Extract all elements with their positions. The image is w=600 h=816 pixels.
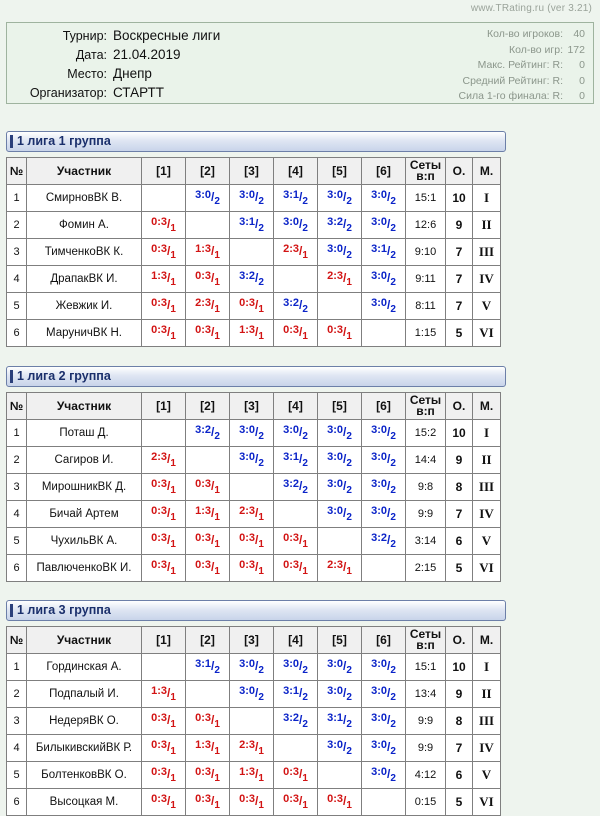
group-title-text: 1 лига 3 группа (17, 603, 111, 617)
row-number: 2 (7, 447, 27, 474)
value-final-strength: 0 (579, 90, 585, 102)
header-points: О. (446, 627, 473, 654)
header-place: М. (473, 158, 501, 185)
table-row (7, 681, 501, 708)
header-place: М. (473, 627, 501, 654)
match-result-cell[interactable]: 3:0/2 (318, 474, 362, 501)
tournament-info-right (367, 23, 593, 103)
match-result-cell[interactable]: 1:3/1 (230, 320, 274, 347)
final-place: V (473, 528, 501, 555)
match-result-cell[interactable]: 0:3/1 (186, 708, 230, 735)
sets-total: 9:8 (406, 474, 446, 501)
match-result-cell[interactable]: 0:3/1 (142, 789, 186, 816)
value-tournament: Воскресные лиги (113, 28, 221, 43)
label-avg-rating: Средний Рейтинг: R: (462, 74, 563, 87)
table-row (7, 185, 501, 212)
match-result-cell[interactable]: 3:0/2 (230, 185, 274, 212)
match-result-cell[interactable]: 3:0/2 (230, 654, 274, 681)
final-place: IV (473, 735, 501, 762)
info-row-date (15, 47, 367, 66)
match-result-cell[interactable]: 3:2/2 (274, 474, 318, 501)
match-result-cell[interactable]: 2:3/1 (274, 239, 318, 266)
header-opponent-1: [1] (142, 158, 186, 185)
table-header-row (7, 627, 501, 654)
header-opponent-2: [2] (186, 393, 230, 420)
match-result-cell[interactable]: 3:0/2 (274, 654, 318, 681)
points-total: 10 (446, 185, 473, 212)
match-result-cell[interactable]: 0:3/1 (142, 555, 186, 582)
match-result-cell[interactable]: 0:3/1 (230, 555, 274, 582)
match-result-cell[interactable]: 3:1/2 (274, 447, 318, 474)
player-name[interactable]: Жевжик И. (27, 293, 142, 320)
match-result-cell[interactable]: 0:3/1 (274, 762, 318, 789)
sets-total: 13:4 (406, 681, 446, 708)
sets-total: 0:15 (406, 789, 446, 816)
match-result-cell[interactable]: 0:3/1 (274, 789, 318, 816)
match-result-cell[interactable]: 3:0/2 (362, 447, 406, 474)
final-place: V (473, 762, 501, 789)
final-place: I (473, 185, 501, 212)
points-total: 5 (446, 789, 473, 816)
points-total: 9 (446, 681, 473, 708)
match-result-cell[interactable]: 3:0/2 (362, 185, 406, 212)
match-result-cell[interactable]: 3:0/2 (318, 735, 362, 762)
table-row (7, 501, 501, 528)
self-cell (230, 239, 274, 266)
final-place: I (473, 420, 501, 447)
player-name[interactable]: НедеряВК О. (27, 708, 142, 735)
table-row (7, 293, 501, 320)
stat-row-players (367, 28, 585, 44)
match-result-cell[interactable]: 1:3/1 (186, 501, 230, 528)
self-cell (274, 266, 318, 293)
header-points: О. (446, 393, 473, 420)
row-number: 1 (7, 654, 27, 681)
header-number: № (7, 627, 27, 654)
match-result-cell[interactable]: 3:0/2 (230, 681, 274, 708)
table-row (7, 266, 501, 293)
match-result-cell[interactable]: 3:1/2 (318, 708, 362, 735)
final-place: I (473, 654, 501, 681)
sets-total: 1:15 (406, 320, 446, 347)
group-title-2 (6, 366, 506, 387)
sets-total: 15:1 (406, 654, 446, 681)
player-name[interactable]: МирошникВК Д. (27, 474, 142, 501)
value-date: 21.04.2019 (113, 47, 181, 62)
header-opponent-3: [3] (230, 158, 274, 185)
stat-row-max-rating (367, 59, 585, 75)
match-result-cell[interactable]: 3:2/2 (318, 212, 362, 239)
stat-row-games (367, 44, 585, 60)
final-place: III (473, 708, 501, 735)
header-number: № (7, 158, 27, 185)
match-result-cell[interactable]: 0:3/1 (230, 293, 274, 320)
points-total: 8 (446, 708, 473, 735)
final-place: II (473, 681, 501, 708)
match-result-cell[interactable]: 3:0/2 (362, 266, 406, 293)
label-tournament: Турнир: (62, 29, 107, 43)
group-title-1 (6, 131, 506, 152)
points-total: 7 (446, 293, 473, 320)
table-row (7, 735, 501, 762)
self-cell (318, 762, 362, 789)
header-opponent-1: [1] (142, 393, 186, 420)
match-result-cell[interactable]: 3:2/2 (274, 293, 318, 320)
points-total: 7 (446, 501, 473, 528)
match-result-cell[interactable]: 0:3/1 (186, 555, 230, 582)
table-header-row (7, 158, 501, 185)
match-result-cell[interactable]: 3:0/2 (362, 681, 406, 708)
points-total: 8 (446, 474, 473, 501)
match-result-cell[interactable]: 0:3/1 (274, 320, 318, 347)
match-result-cell[interactable]: 3:1/2 (186, 654, 230, 681)
match-result-cell[interactable]: 3:0/2 (274, 212, 318, 239)
header-participant: Участник (27, 158, 142, 185)
points-total: 10 (446, 420, 473, 447)
sets-total: 9:10 (406, 239, 446, 266)
self-cell (142, 420, 186, 447)
match-result-cell[interactable]: 3:0/2 (362, 420, 406, 447)
sets-total: 3:14 (406, 528, 446, 555)
header-participant: Участник (27, 627, 142, 654)
match-result-cell[interactable]: 0:3/1 (142, 293, 186, 320)
value-organizer: СТАРТТ (113, 85, 164, 100)
player-name[interactable]: МаруничВК Н. (27, 320, 142, 347)
header-opponent-4: [4] (274, 393, 318, 420)
points-total: 7 (446, 239, 473, 266)
header-opponent-2: [2] (186, 158, 230, 185)
site-watermark: www.TRating.ru (ver 3.21) (470, 3, 592, 14)
final-place: IV (473, 501, 501, 528)
match-result-cell[interactable]: 3:1/2 (362, 239, 406, 266)
header-sets: Сеты в:п (406, 627, 446, 654)
player-name[interactable]: ПавлюченкоВК И. (27, 555, 142, 582)
header-opponent-1: [1] (142, 627, 186, 654)
final-place: II (473, 447, 501, 474)
match-result-cell[interactable]: 3:0/2 (362, 212, 406, 239)
header-points: О. (446, 158, 473, 185)
points-total: 7 (446, 266, 473, 293)
match-result-cell[interactable]: 0:3/1 (142, 735, 186, 762)
points-total: 9 (446, 447, 473, 474)
match-result-cell[interactable]: 3:1/2 (274, 681, 318, 708)
row-number: 3 (7, 474, 27, 501)
match-result-cell[interactable]: 3:0/2 (362, 735, 406, 762)
player-name[interactable]: Сагиров И. (27, 447, 142, 474)
label-games-count: Кол-во игр: (508, 43, 563, 56)
final-place: III (473, 239, 501, 266)
match-result-cell[interactable]: 0:3/1 (186, 789, 230, 816)
points-total: 5 (446, 320, 473, 347)
self-cell (318, 293, 362, 320)
final-place: VI (473, 555, 501, 582)
match-result-cell[interactable]: 3:1/2 (274, 185, 318, 212)
header-opponent-6: [6] (362, 627, 406, 654)
label-organizer: Организатор: (29, 86, 107, 100)
self-cell (186, 212, 230, 239)
match-result-cell[interactable]: 1:3/1 (142, 681, 186, 708)
self-cell (318, 528, 362, 555)
match-result-cell[interactable]: 2:3/1 (318, 266, 362, 293)
self-cell (362, 320, 406, 347)
player-name[interactable]: Гординская А. (27, 654, 142, 681)
player-name[interactable]: Бичай Артем (27, 501, 142, 528)
match-result-cell[interactable]: 2:3/1 (318, 555, 362, 582)
match-result-cell[interactable]: 1:3/1 (186, 239, 230, 266)
player-name[interactable]: Фомин А. (27, 212, 142, 239)
table-row (7, 789, 501, 816)
table-row (7, 239, 501, 266)
match-result-cell[interactable]: 3:0/2 (318, 681, 362, 708)
match-result-cell[interactable]: 0:3/1 (142, 320, 186, 347)
header-place: М. (473, 393, 501, 420)
match-result-cell[interactable]: 3:0/2 (230, 420, 274, 447)
value-players-count: 40 (573, 28, 585, 40)
match-result-cell[interactable]: 3:0/2 (318, 420, 362, 447)
header-opponent-4: [4] (274, 158, 318, 185)
match-result-cell[interactable]: 3:0/2 (362, 293, 406, 320)
points-total: 6 (446, 528, 473, 555)
table-row (7, 708, 501, 735)
header-opponent-4: [4] (274, 627, 318, 654)
info-row-place (15, 66, 367, 85)
match-result-cell[interactable]: 0:3/1 (318, 320, 362, 347)
match-result-cell[interactable]: 3:1/2 (230, 212, 274, 239)
table-row (7, 447, 501, 474)
player-name[interactable]: ТимченкоВК К. (27, 239, 142, 266)
match-result-cell[interactable]: 0:3/1 (142, 212, 186, 239)
table-row (7, 654, 501, 681)
row-number: 6 (7, 555, 27, 582)
row-number: 6 (7, 320, 27, 347)
header-opponent-2: [2] (186, 627, 230, 654)
points-total: 10 (446, 654, 473, 681)
match-result-cell[interactable]: 0:3/1 (186, 474, 230, 501)
table-row (7, 212, 501, 239)
group-title-3 (6, 600, 506, 621)
self-cell (230, 474, 274, 501)
match-result-cell[interactable]: 3:2/2 (230, 266, 274, 293)
row-number: 4 (7, 501, 27, 528)
match-result-cell[interactable]: 3:0/2 (274, 420, 318, 447)
match-result-cell[interactable]: 0:3/1 (186, 762, 230, 789)
table-row (7, 762, 501, 789)
group-table-1 (6, 157, 501, 347)
self-cell (362, 555, 406, 582)
sets-total: 9:9 (406, 501, 446, 528)
points-total: 9 (446, 212, 473, 239)
match-result-cell[interactable]: 3:0/2 (362, 474, 406, 501)
match-result-cell[interactable]: 0:3/1 (230, 789, 274, 816)
header-opponent-5: [5] (318, 393, 362, 420)
row-number: 6 (7, 789, 27, 816)
sets-total: 9:9 (406, 708, 446, 735)
points-total: 7 (446, 735, 473, 762)
row-number: 5 (7, 762, 27, 789)
match-result-cell[interactable]: 3:2/2 (362, 528, 406, 555)
match-result-cell[interactable]: 0:3/1 (318, 789, 362, 816)
player-name[interactable]: Высоцкая М. (27, 789, 142, 816)
match-result-cell[interactable]: 3:0/2 (318, 239, 362, 266)
label-place: Место: (67, 67, 107, 81)
tournament-info-left (7, 23, 367, 103)
row-number: 5 (7, 293, 27, 320)
table-row (7, 474, 501, 501)
match-result-cell[interactable]: 0:3/1 (142, 528, 186, 555)
match-result-cell[interactable]: 3:2/2 (274, 708, 318, 735)
row-number: 1 (7, 420, 27, 447)
final-place: IV (473, 266, 501, 293)
player-name[interactable]: ДрапакВК И. (27, 266, 142, 293)
match-result-cell[interactable]: 0:3/1 (186, 528, 230, 555)
group-title-text: 1 лига 2 группа (17, 369, 111, 383)
self-cell (142, 654, 186, 681)
player-name[interactable]: Поташ Д. (27, 420, 142, 447)
match-result-cell[interactable]: 3:0/2 (318, 447, 362, 474)
label-date: Дата: (75, 48, 107, 62)
final-place: II (473, 212, 501, 239)
label-players-count: Кол-во игроков: (487, 28, 563, 40)
match-result-cell[interactable]: 3:0/2 (362, 501, 406, 528)
sets-total: 9:9 (406, 735, 446, 762)
match-result-cell[interactable]: 0:3/1 (142, 239, 186, 266)
row-number: 3 (7, 239, 27, 266)
match-result-cell[interactable]: 0:3/1 (274, 555, 318, 582)
stat-row-final-strength (367, 90, 585, 106)
info-row-tournament (15, 28, 367, 47)
player-name[interactable]: СмирновВК В. (27, 185, 142, 212)
row-number: 4 (7, 266, 27, 293)
match-result-cell[interactable]: 3:0/2 (318, 185, 362, 212)
sets-total: 2:15 (406, 555, 446, 582)
match-result-cell[interactable]: 2:3/1 (142, 447, 186, 474)
match-result-cell[interactable]: 3:0/2 (230, 447, 274, 474)
sets-total: 15:1 (406, 185, 446, 212)
value-place: Днепр (113, 66, 152, 81)
header-sets: Сеты в:п (406, 158, 446, 185)
match-result-cell[interactable]: 0:3/1 (186, 266, 230, 293)
table-row (7, 320, 501, 347)
table-header-row (7, 393, 501, 420)
row-number: 1 (7, 185, 27, 212)
info-row-organizer (15, 85, 367, 104)
match-result-cell[interactable]: 3:0/2 (362, 708, 406, 735)
row-number: 5 (7, 528, 27, 555)
group-title-text: 1 лига 1 группа (17, 134, 111, 148)
match-result-cell[interactable]: 0:3/1 (274, 528, 318, 555)
tournament-header (6, 22, 594, 104)
header-opponent-5: [5] (318, 627, 362, 654)
label-max-rating: Макс. Рейтинг: R: (477, 59, 563, 71)
match-result-cell[interactable]: 3:0/2 (186, 185, 230, 212)
sets-total: 8:11 (406, 293, 446, 320)
match-result-cell[interactable]: 1:3/1 (230, 762, 274, 789)
header-opponent-3: [3] (230, 393, 274, 420)
match-result-cell[interactable]: 2:3/1 (230, 501, 274, 528)
player-name[interactable]: Подпалый И. (27, 681, 142, 708)
match-result-cell[interactable]: 1:3/1 (186, 735, 230, 762)
match-result-cell[interactable]: 3:0/2 (318, 501, 362, 528)
self-cell (186, 447, 230, 474)
self-cell (274, 735, 318, 762)
row-number: 2 (7, 212, 27, 239)
match-result-cell[interactable]: 3:0/2 (362, 762, 406, 789)
final-place: VI (473, 320, 501, 347)
match-result-cell[interactable]: 0:3/1 (230, 528, 274, 555)
sets-total: 14:4 (406, 447, 446, 474)
self-cell (362, 789, 406, 816)
player-name[interactable]: БилыкивскийВК Р. (27, 735, 142, 762)
match-result-cell[interactable]: 3:0/2 (318, 654, 362, 681)
header-opponent-5: [5] (318, 158, 362, 185)
match-result-cell[interactable]: 0:3/1 (186, 320, 230, 347)
label-final-strength: Сила 1-го финала: R: (458, 90, 563, 102)
self-cell (274, 501, 318, 528)
value-games-count: 172 (567, 43, 585, 56)
player-name[interactable]: ЧухильВК А. (27, 528, 142, 555)
sets-total: 12:6 (406, 212, 446, 239)
row-number: 4 (7, 735, 27, 762)
final-place: III (473, 474, 501, 501)
header-number: № (7, 393, 27, 420)
match-result-cell[interactable]: 0:3/1 (142, 474, 186, 501)
match-result-cell[interactable]: 2:3/1 (186, 293, 230, 320)
stat-row-avg-rating (367, 75, 585, 91)
header-opponent-3: [3] (230, 627, 274, 654)
match-result-cell[interactable]: 0:3/1 (142, 501, 186, 528)
group-table-3 (6, 626, 501, 816)
header-sets: Сеты в:п (406, 393, 446, 420)
points-total: 5 (446, 555, 473, 582)
row-number: 2 (7, 681, 27, 708)
match-result-cell[interactable]: 0:3/1 (142, 762, 186, 789)
header-participant: Участник (27, 393, 142, 420)
match-result-cell[interactable]: 3:2/2 (186, 420, 230, 447)
match-result-cell[interactable]: 1:3/1 (142, 266, 186, 293)
final-place: V (473, 293, 501, 320)
sets-total: 4:12 (406, 762, 446, 789)
self-cell (142, 185, 186, 212)
group-table-2 (6, 392, 501, 582)
value-avg-rating: 0 (579, 74, 585, 87)
sets-total: 15:2 (406, 420, 446, 447)
points-total: 6 (446, 762, 473, 789)
player-name[interactable]: БолтенковВК О. (27, 762, 142, 789)
header-opponent-6: [6] (362, 393, 406, 420)
table-row (7, 555, 501, 582)
self-cell (230, 708, 274, 735)
match-result-cell[interactable]: 3:0/2 (362, 654, 406, 681)
match-result-cell[interactable]: 2:3/1 (230, 735, 274, 762)
sets-total: 9:11 (406, 266, 446, 293)
final-place: VI (473, 789, 501, 816)
self-cell (186, 681, 230, 708)
row-number: 3 (7, 708, 27, 735)
match-result-cell[interactable]: 0:3/1 (142, 708, 186, 735)
header-opponent-6: [6] (362, 158, 406, 185)
value-max-rating: 0 (579, 59, 585, 71)
table-row (7, 528, 501, 555)
table-row (7, 420, 501, 447)
